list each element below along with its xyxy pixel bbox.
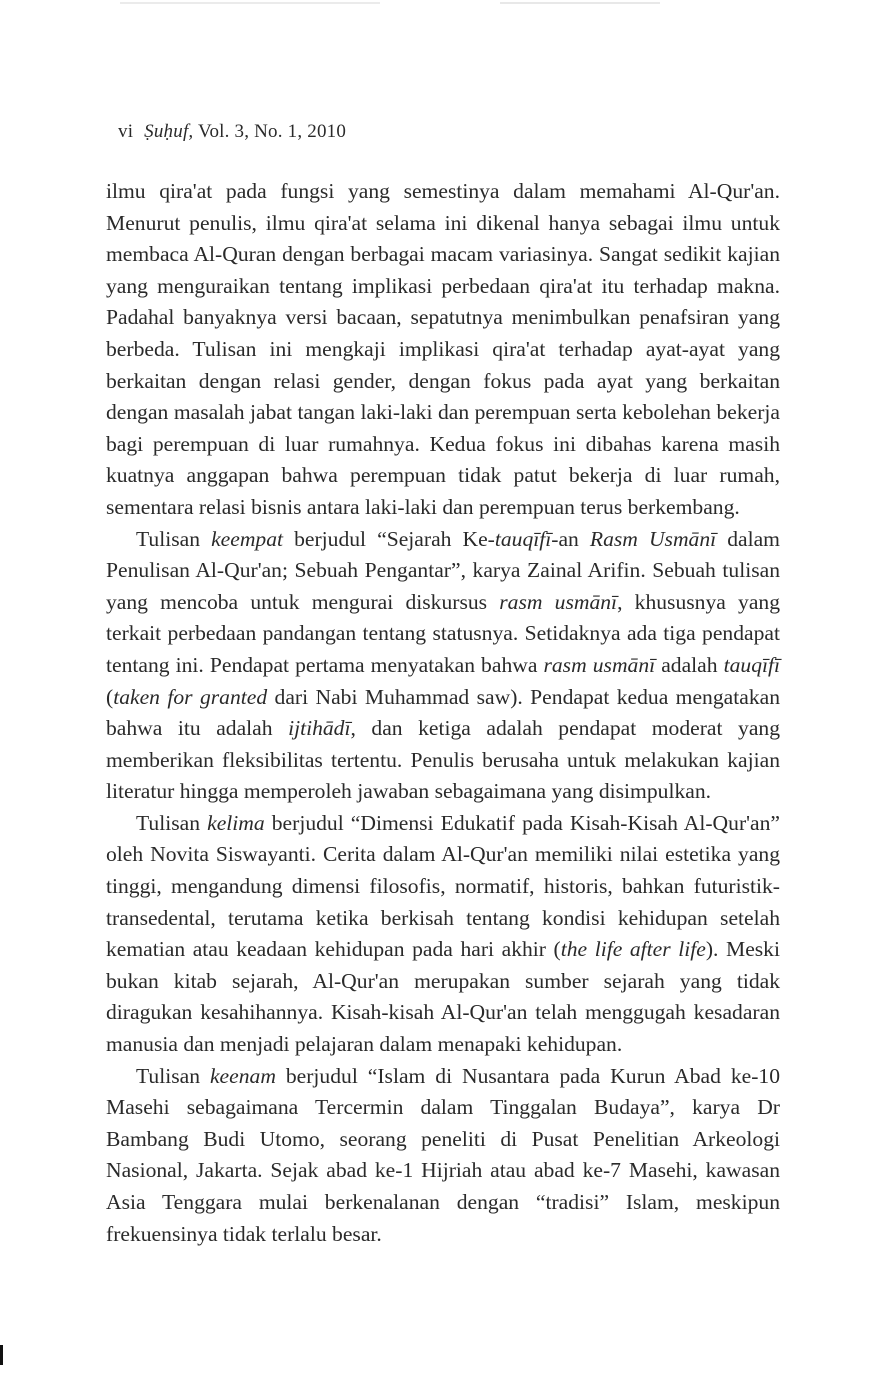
scan-edge-mark (0, 1345, 3, 1365)
body-text (106, 176, 780, 1250)
paragraph-2: Tulisan keempat berjudul “Sejarah Ke-tauqīfī-an Rasm Usmānī dalam Penulisan Al-Qur'an; Sebuah Pengantar”, karya Zainal Arifin. Sebuah tulisan yang mencoba untuk mengurai diskursus rasm usmānī, khususnya yang terkait perbedaan pandangan tentang statusnya. Setidaknya ada tiga pendapat tentang ini. Pendapat pertama menyatakan bahwa rasm usmānī adalah tauqīfī (taken for granted dari Nabi Muhammad saw). Pendapat kedua mengatakan bahwa itu adalah ijtihādī, dan ketiga adalah pendapat moderat yang memberikan fleksibilitas tertentu. Penulis berusaha untuk melakukan kajian literatur hingga memperoleh jawaban sebagaimana yang disimpulkan. (106, 526, 781, 804)
scan-artifact (120, 2, 380, 4)
scan-artifact (500, 2, 660, 4)
volume-issue: Vol. 3, No. 1, 2010 (197, 121, 347, 142)
paragraph-4: Tulisan keenam berjudul “Islam di Nusantara pada Kurun Abad ke-10 Masehi sebagaimana Tercermin dalam Tinggalan Budaya”, karya Dr Bambang Budi Utomo, seorang peneliti di Pusat Penelitian Arkeologi Nasional, Jakarta. Sejak abad ke-1 Hijriah atau abad ke-7 Masehi, kawasan Asia Tenggara mulai berkenalanan dengan “tradisi” Islam, meskipun frekuensinya tidak terlalu besar. (106, 1063, 780, 1246)
page-number: vi (118, 121, 134, 142)
paragraph-3: Tulisan kelima berjudul “Dimensi Edukatif pada Kisah-Kisah Al-Qur'an” oleh Novita Siswayanti. Cerita dalam Al-Qur'an memiliki nilai estetika yang tinggi, mengandung dimensi filosofis, normatif, historis, bahkan futuristik-transedental, terutama ketika berkisah tentang kondisi kehidupan setelah kematian atau keadaan kehidupan pada hari akhir (the life after life). Meski bukan kitab sejarah, Al-Qur'an merupakan sumber sejarah yang tidak diragukan kesahihannya. Kisah-kisah Al-Qur'an telah menggugah kesadaran manusia dan menjadi pelajaran dalam menapaki kehidupan. (106, 810, 780, 1057)
running-header (118, 121, 346, 143)
journal-title: Ṣuḥuf, (144, 121, 194, 142)
paragraph-1: ilmu qira'at pada fungsi yang semestinya dalam memahami Al-Qur'an. Menurut penulis, ilmu qira'at selama ini dikenal hanya sebagai ilmu untuk membaca Al-Quran dengan berbagai macam variasinya. Sangat sedikit kajian yang menguraikan tentang implikasi perbedaan qira'at itu terhadap makna. Padahal banyaknya versi bacaan, sepatutnya menimbulkan penafsiran yang berbeda. Tulisan ini mengkaji implikasi qira'at terhadap ayat-ayat yang berkaitan dengan relasi gender, dengan fokus pada ayat yang berkaitan dengan masalah jabat tangan laki-laki dan perempuan serta kebolehan bekerja bagi perempuan di luar rumahnya. Kedua fokus ini dibahas karena masih kuatnya anggapan bahwa perempuan tidak patut bekerja di luar rumah, sementara relasi bisnis antara laki-laki dan perempuan terus berkembang. (106, 179, 780, 519)
